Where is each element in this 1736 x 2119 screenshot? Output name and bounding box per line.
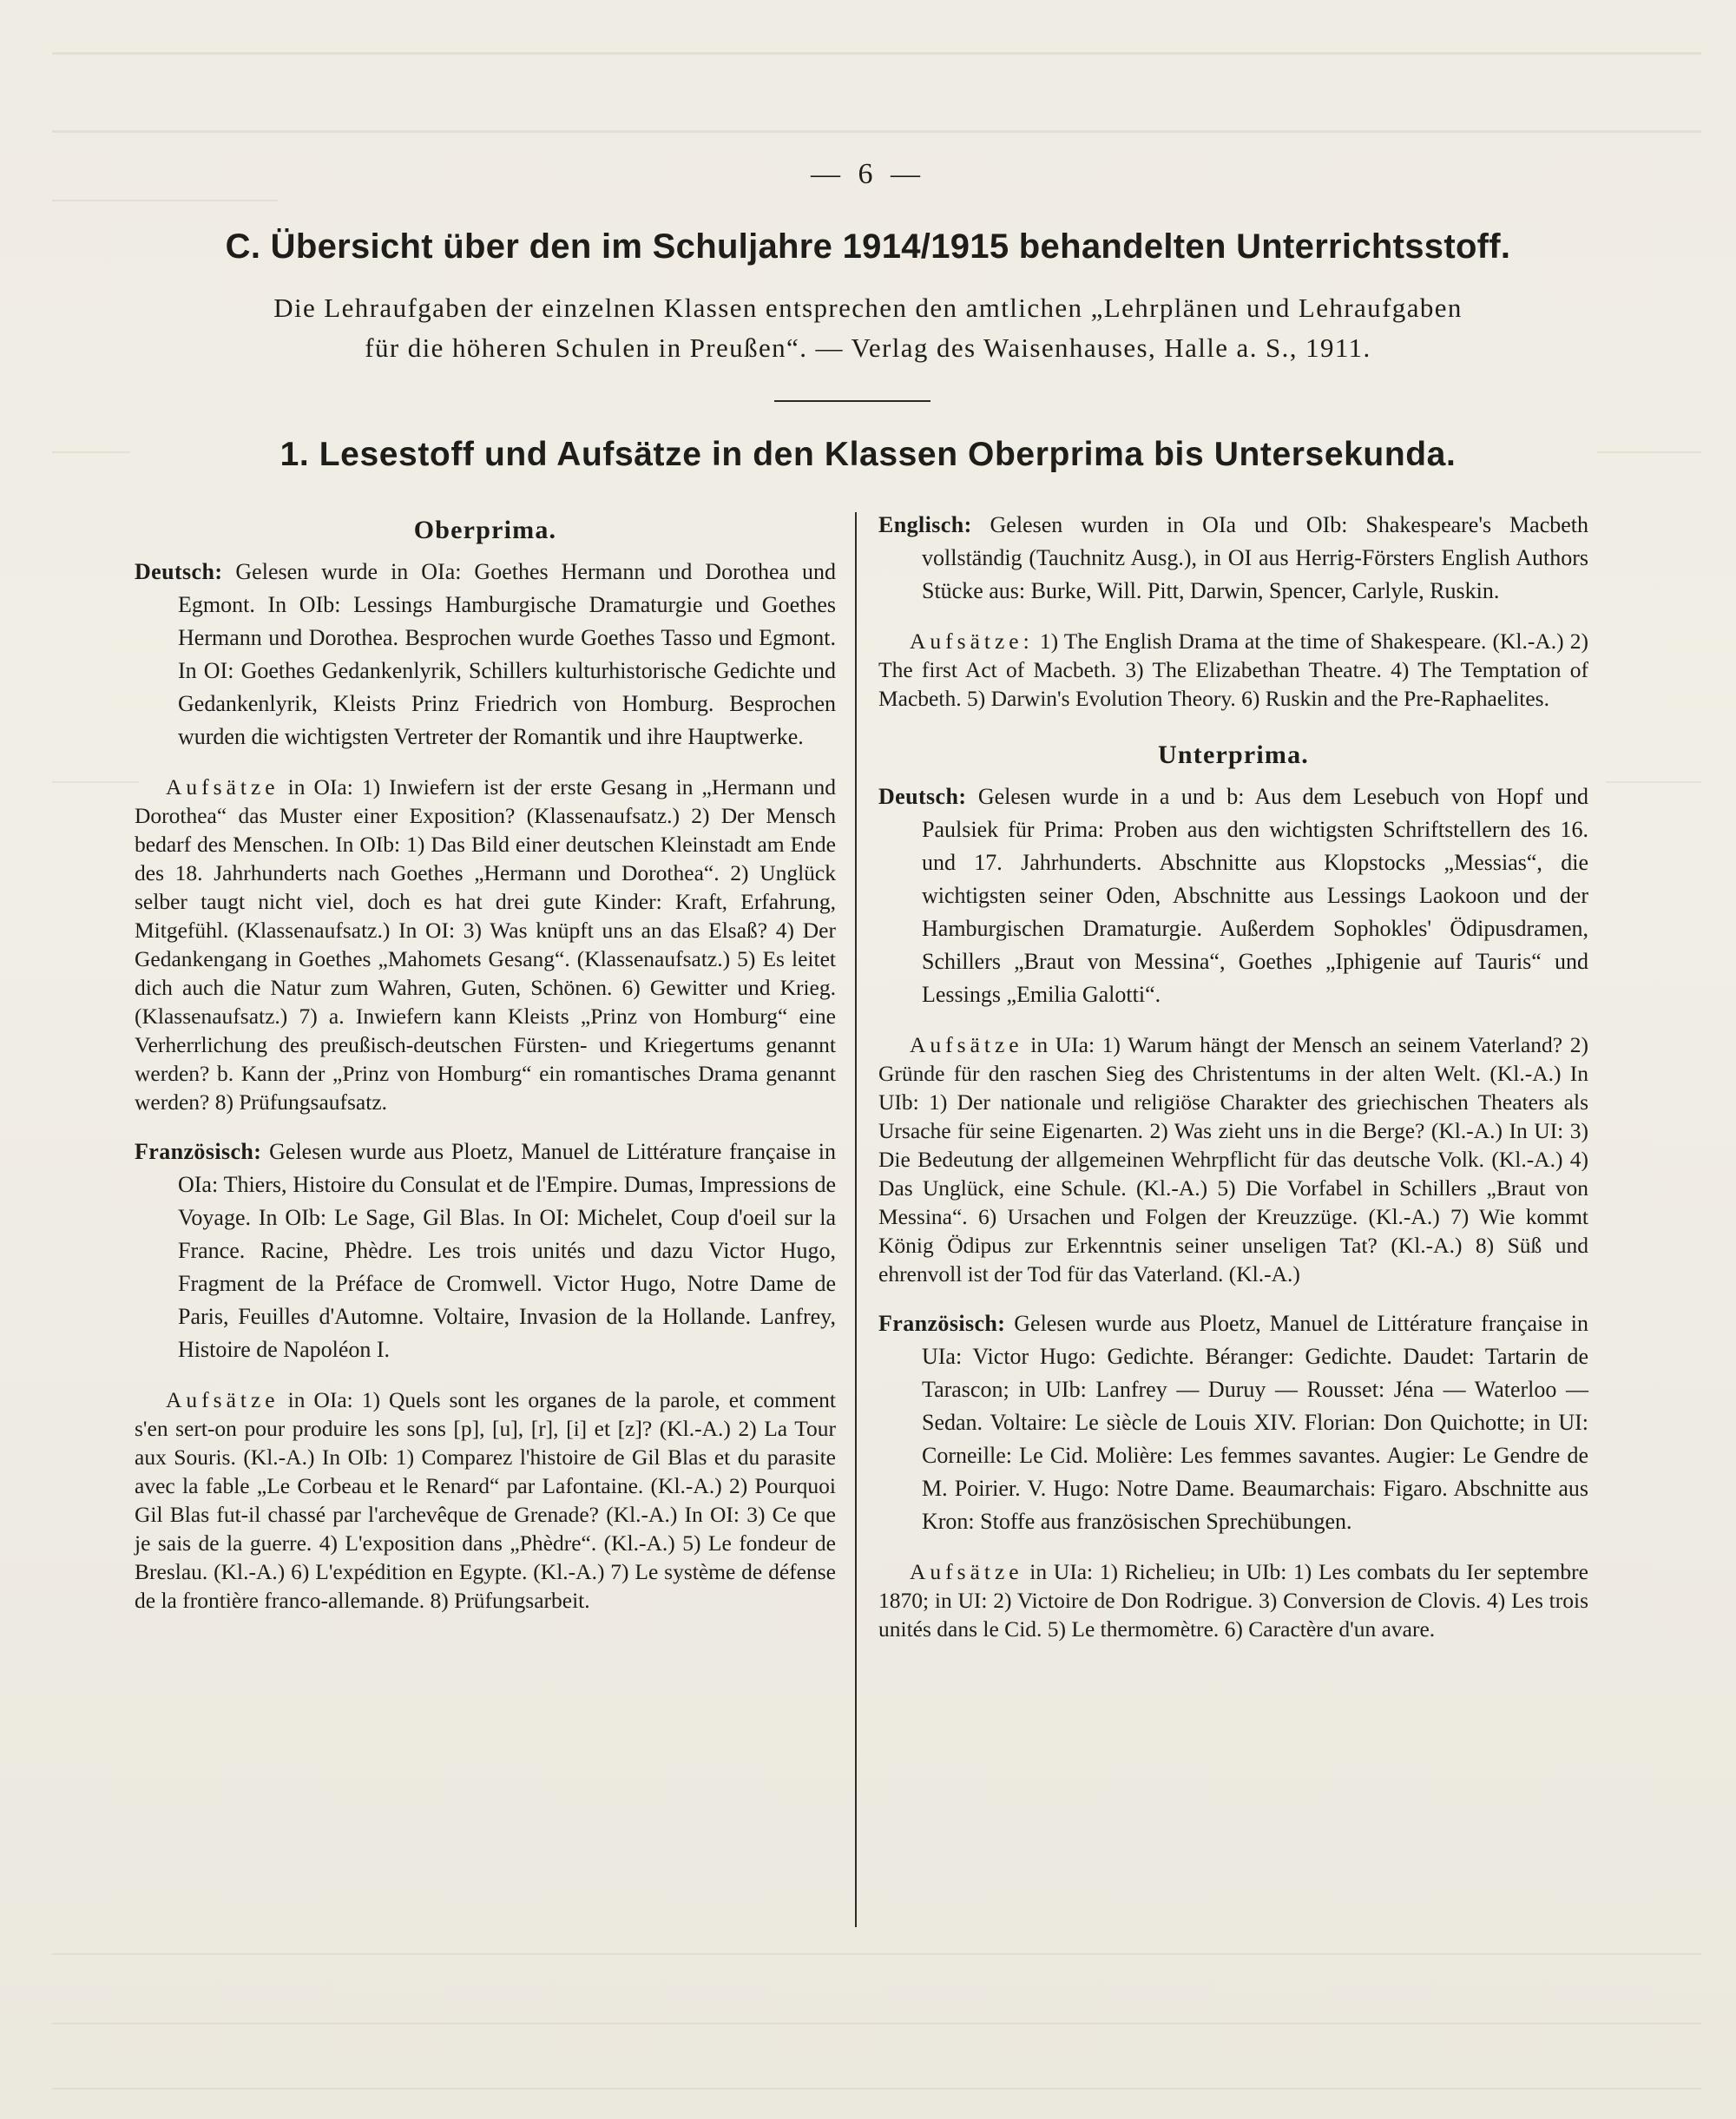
unterprima-franzoesisch-paragraph xyxy=(878,1307,1588,1538)
oberprima-deutsch-paragraph xyxy=(135,556,836,753)
essay-lead: Aufsätze xyxy=(910,1032,1023,1057)
part-title: 1. Lesestoff und Aufsätze in den Klassen Oberprima bis Untersekunda. xyxy=(279,436,1457,473)
essay-lead: Aufsätze xyxy=(166,774,279,800)
right-column xyxy=(878,509,1588,1662)
unterprima-deutsch-paragraph xyxy=(878,780,1588,1011)
column-divider xyxy=(855,512,857,1927)
essay-lead: Aufsätze xyxy=(910,1559,1023,1584)
intro-text xyxy=(113,288,1623,368)
class-heading-oberprima: Oberprima. xyxy=(413,516,557,544)
paragraph-text: Gelesen wurde aus Ploetz, Manuel de Littérature française in OIa: Thiers, Histoire du Consulat et de l'Empire. Dumas, Impressions de Voyage. In OIb: Le Sage, Gil Blas. In OI: Michelet, Coup d'oeil sur la France. Racine, Phèdre. Les trois unités und dazu Victor Hugo, Fragment de la Préface de Cromwell. Victor Hugo, Notre Dame de Paris, Feuilles d'Automne. Voltaire, Invasion de la Hollande. Lanfrey, Histoire de Napoléon I. xyxy=(178,1139,837,1362)
section-title: C. Übersicht über den im Schuljahre 1914/1915 behandelten Unterrichtsstoff. xyxy=(225,227,1511,266)
oberprima-englisch-paragraph xyxy=(878,509,1588,608)
essay-text: in UIa: 1) Warum hängt der Mensch an seinem Vaterland? 2) Gründe für den raschen Sieg des Christentums in der alten Welt. (Kl.-A.) In UIb: 1) Der nationale und religiöse Charakter des griechischen Theaters als Ursache für seine Eigenarten. 2) Was zieht uns in die Berge? (Kl.-A.) In UI: 3) Die Bedeutung der allgemeinen Wehrpflicht für das deutsche Volk. (Kl.-A.) 4) Das Unglück, eine Schule. (Kl.-A.) 5) Die Vorfabel in Schillers „Braut von Messina“. 6) Ursachen und Folgen der Kreuzzüge. (Kl.-A.) 7) Wie kommt König Ödipus zur Erkenntnis seiner unseligen Tat? (Kl.-A.) 8) Süß und ehrenvoll ist der Tod für das Vaterland. (Kl.-A.) xyxy=(878,1032,1588,1287)
essay-lead: Aufsätze xyxy=(166,1387,279,1412)
essay-text: in UIa: 1) Richelieu; in UIb: 1) Les combats du Ier septembre 1870; in UI: 2) Victoire de Don Rodrigue. 3) Conversion de Clovis. 4) Les trois unités dans le Cid. 5) Le thermomètre. 6) Caractère d'un avare. xyxy=(878,1559,1588,1642)
page-number: — 6 — xyxy=(811,158,925,190)
unterprima-deutsch-essays xyxy=(878,1030,1588,1288)
intro-line-1: Die Lehraufgaben der einzelnen Klassen entsprechen den amtlichen „Lehrplänen und Lehraufgaben xyxy=(273,293,1463,323)
oberprima-franzoesisch-essays xyxy=(135,1385,836,1615)
paragraph-text: Gelesen wurden in OIa und OIb: Shakespeare's Macbeth vollständig (Tauchnitz Ausg.), in OI aus Herrig-Försters English Authors Stücke aus: Burke, Will. Pitt, Darwin, Spencer, Carlyle, Ruskin. xyxy=(922,512,1588,603)
subject-label: Deutsch: xyxy=(135,559,223,584)
subject-label: Deutsch: xyxy=(878,784,967,809)
subject-label: Französisch: xyxy=(878,1311,1006,1336)
class-heading-unterprima: Unterprima. xyxy=(1158,740,1309,769)
subject-label: Französisch: xyxy=(135,1139,262,1164)
unterprima-franzoesisch-essays xyxy=(878,1557,1588,1643)
essay-lead: Aufsätze: xyxy=(910,628,1034,654)
separator-rule xyxy=(774,400,930,402)
subject-label: Englisch: xyxy=(878,512,972,537)
essay-text: in OIa: 1) Inwiefern ist der erste Gesang in „Hermann und Dorothea“ das Muster einer Exposition? (Klassenaufsatz.) 2) Der Mensch bedarf des Menschen. In OIb: 1) Das Bild einer deutschen Kleinstadt am Ende des 18. Jahrhunderts nach Goethes „Hermann und Dorothea“. 2) Unglück selber taugt nicht viel, doch es hat drei gute Kinder: Kraft, Erfahrung, Mitgefühl. (Klassenaufsatz.) In OI: 3) Was knüpft uns an das Elsaß? 4) Der Gedankengang in Goethes „Mahomets Gesang“. (Klassenaufsatz.) 5) Es leitet dich auch die Natur zum Wahren, Guten, Schönen. 6) Gewitter und Krieg. (Klassenaufsatz.) 7) a. Inwiefern kann Kleists „Prinz von Homburg“ eine Verherrlichung des preußisch-deutschen Fürsten- und Kriegertums genannt werden? b. Kann der „Prinz von Homburg“ ein romantisches Drama genannt werden? 8) Prüfungsaufsatz. xyxy=(135,774,836,1115)
oberprima-franzoesisch-paragraph xyxy=(135,1135,836,1366)
oberprima-englisch-essays xyxy=(878,627,1588,713)
oberprima-deutsch-essays xyxy=(135,773,836,1116)
paragraph-text: Gelesen wurde in OIa: Goethes Hermann und Dorothea und Egmont. In OIb: Lessings Hamburgische Dramaturgie und Goethes Hermann und Dorothea. Besprochen wurde Goethes Tasso und Egmont. In OI: Goethes Gedankenlyrik, Schillers kulturhistorische Gedichte und Gedankenlyrik, Kleists Prinz Friedrich von Homburg. Besprochen wurden die wichtigsten Vertreter der Romantik und ihre Hauptwerke. xyxy=(178,559,837,749)
intro-line-2: für die höheren Schulen in Preußen“. — Verlag des Waisenhauses, Halle a. S., 1911. xyxy=(365,332,1371,363)
paragraph-text: Gelesen wurde aus Ploetz, Manuel de Littérature française in UIa: Victor Hugo: Gedichte. Béranger: Gedichte. Daudet: Tartarin de Tarascon; in UIb: Lanfrey — Duruy — Rousset: Jéna — Waterloo — Sedan. Voltaire: Le siècle de Louis XIV. Florian: Don Quichotte; in UI: Corneille: Le Cid. Molière: Les femmes savantes. Augier: Le Gendre de M. Poirier. V. Hugo: Notre Dame. Beaumarchais: Figaro. Abschnitte aus Kron: Stoffe aus französischen Sprechübungen. xyxy=(922,1311,1589,1534)
essay-text: 1) The English Drama at the time of Shakespeare. (Kl.-A.) 2) The first Act of Macbeth. 3) The Elizabethan Theatre. 4) The Temptation of Macbeth. 5) Darwin's Evolution Theory. 6) Ruskin and the Pre-Raphaelites. xyxy=(878,628,1589,711)
essay-text: in OIa: 1) Quels sont les organes de la parole, et comment s'en sert-on pour produire les sons [p], [u], [r], [i] et [z]? (Kl.-A.) 2) La Tour aux Souris. (Kl.-A.) In OIb: 1) Comparez l'histoire de Gil Blas et du parasite avec la fable „Le Corbeau et le Renard“ par Lafontaine. (Kl.-A.) 2) Pourquoi Gil Blas fut-il chassé par l'archevêque de Grenade? (Kl.-A.) In OI: 3) Ce que je sais de la guerre. 4) L'exposition dans „Phèdre“. (Kl.-A.) 5) Le fondeur de Breslau. (Kl.-A.) 6) L'expédition en Egypte. (Kl.-A.) 7) Le système de défense de la frontière franco-allemande. 8) Prüfungsarbeit. xyxy=(135,1387,837,1613)
paragraph-text: Gelesen wurde in a und b: Aus dem Lesebuch von Hopf und Paulsiek für Prima: Proben aus den wichtigsten Schriftstellern des 16. und 17. Jahrhunderts. Abschnitte aus Klopstocks „Messias“, die wichtigsten seiner Oden, Abschnitte aus Lessings Laokoon und der Hamburgischen Dramaturgie. Außerdem Sophokles' Ödipusdramen, Schillers „Braut von Messina“, Goethes „Iphigenie auf Tauris“ und Lessings „Emilia Galotti“. xyxy=(922,784,1589,1007)
left-column xyxy=(135,509,836,1634)
